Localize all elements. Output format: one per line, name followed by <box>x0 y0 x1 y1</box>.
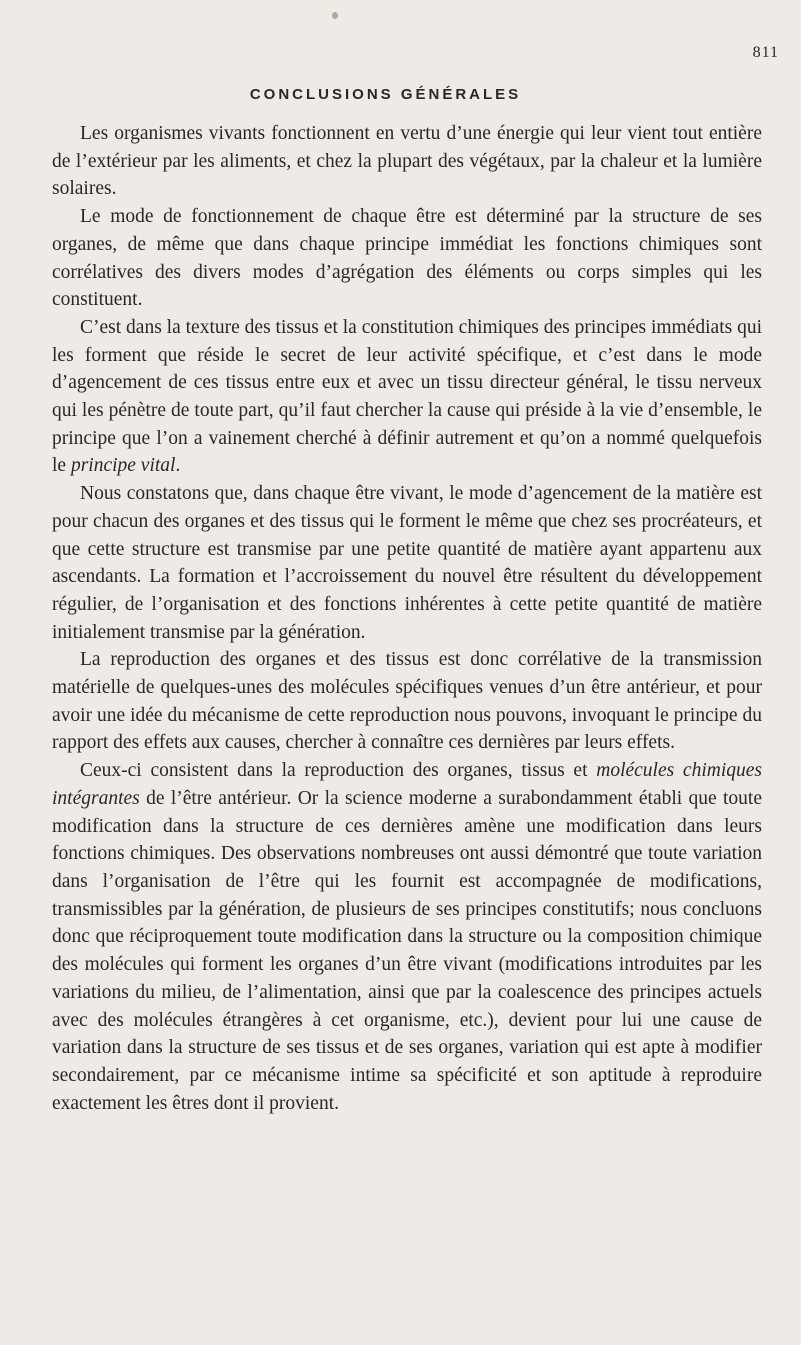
text-run: Nous constatons que, dans chaque être vivant, le mode d’agencement de la matière est pour chacun des organes et des tissus qui le forment le même que chez ses procréateurs, et que cette structure est transmise par une petite quantité de matière ayant appartenu aux ascendants. La formation et l’accroissement du nouvel être résultent du développement régulier, de l’organisation et des fonctions inhérentes à cette petite quantité de matière initialement transmise par la génération. <box>52 483 762 643</box>
text-run: de l’être antérieur. Or la science moderne a surabondamment établi que toute modification dans la structure de ces dernières amène une modification dans leurs fonctions chimiques. Des observations nombreuses ont aussi démontré que toute variation dans l’organisation de l’être qui les fournit est accompagnée de modifications, transmissibles par la génération, de plusieurs de ses principes constitutifs; nous concluons donc que réciproquement toute modification dans la structure ou la composition chimique des molécules qui forment les organes d’un être vivant (modifications introduites par les variations du milieu, de l’alimentation, ainsi que par la coalescence des principes actuels avec des molécules étrangères à cet organisme, etc.), devient pour lui une cause de variation dans la structure de ses tissus et de ses organes, variation qui est apte à modifier secondairement, par ce mécanisme intime sa spécificité et son aptitude à reproduire exactement les êtres dont il provient. <box>52 787 762 1114</box>
italic-term: molécules chimiques intégrantes <box>52 760 762 809</box>
text-run: La reproduction des organes et des tissus est donc corrélative de la transmission matérielle de quelques-unes des molécules spécifiques venues d’un être antérieur, et pour avoir une idée du mécanisme de cette reproduction nous pouvons, invoquant le principe du rapport des effets aux causes, chercher à connaître ces dernières par leurs effets. <box>52 649 762 754</box>
running-head: CONCLUSIONS GÉNÉRALES <box>249 86 522 103</box>
body-text <box>52 120 762 1117</box>
text-run: . <box>175 455 181 477</box>
paragraph <box>52 314 762 480</box>
paragraph <box>52 120 762 203</box>
text-run: C’est dans la texture des tissus et la constitution chimiques des principes immédiats qui les forment que réside le secret de leur activité spécifique, et c’est dans le mode d’agencement de ces tissus entre eux et avec un tissu directeur général, le tissu nerveux qui les pénètre de toute part, qu’il faut chercher la cause qui préside à la vie d’ensemble, le principe que l’on a vainement cherché à définir autrement et qu’on a nommé quelquefois le <box>52 316 762 477</box>
page-number: 811 <box>752 44 779 61</box>
ink-spot <box>332 12 338 19</box>
italic-term: principe vital <box>70 455 176 477</box>
text-run: Ceux-ci consistent dans la reproduction des organes, tissus et <box>80 760 597 782</box>
paragraph <box>52 646 762 757</box>
text-run: Les organismes vivants fonctionnent en vertu d’une énergie qui leur vient tout entière de l’extérieur par les aliments, et chez la plupart des végétaux, par la chaleur et la lumière solaires. <box>52 123 762 200</box>
text-run: Le mode de fonctionnement de chaque être est déterminé par la structure de ses organes, de même que dans chaque principe immédiat les fonctions chimiques sont corrélatives des divers modes d’agrégation des éléments ou corps simples qui les constituent. <box>52 206 762 311</box>
paragraph <box>52 480 762 646</box>
paragraph <box>52 203 762 314</box>
paragraph <box>52 757 762 1117</box>
